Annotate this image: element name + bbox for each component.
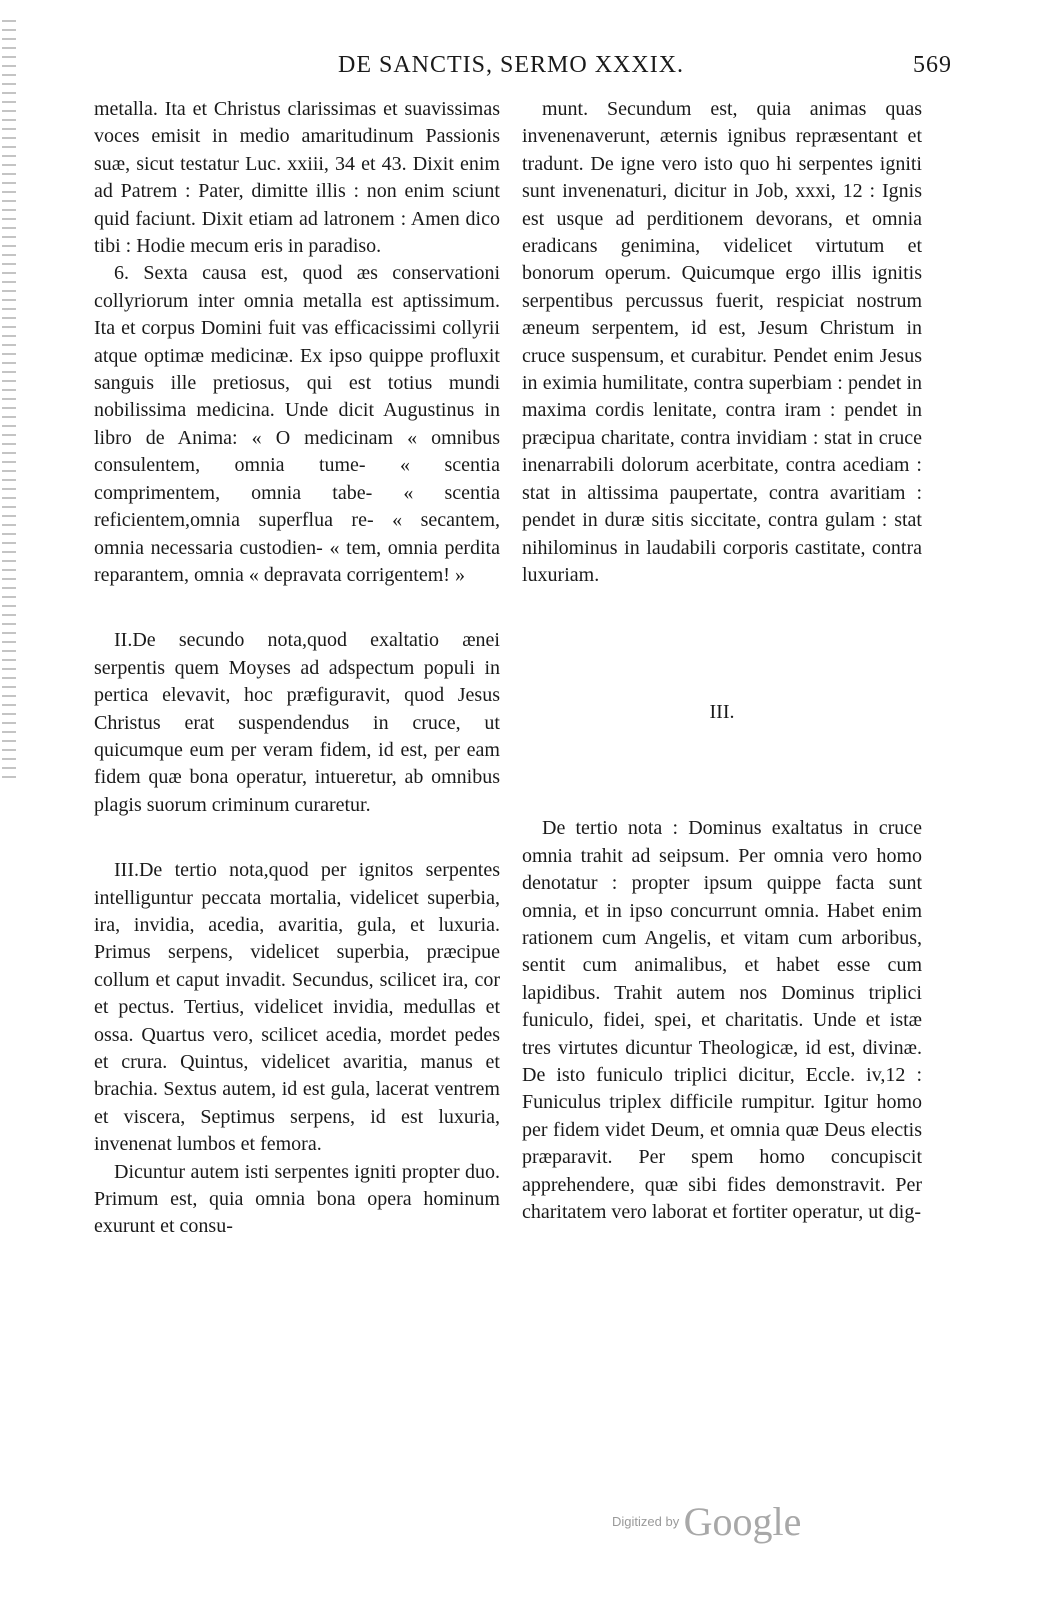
paragraph: De tertio nota : Dominus exaltatus in cruce omnia trahit ad seipsum. Per omnia vero homo denotatur : propter ipsum quippe facta sunt omnia, et in ipso concurrunt omnia. Habet enim rationem cum Angelis, et vitam cum arboribus, sentit cum animalibus, et habet esse cum lapidibus. Trahit autem nos Dominus triplici funiculo, fidei, spei, et charitatis. Unde et istæ tres virtutes dicuntur Theologicæ, id est, divinæ. De isto funiculo triplici dicitur, Eccle. iv,12 : Funiculus triplex difficile rumpitur. Igitur homo per fidem videt Deum, et omnia quæ Deus electis præparavit. Per spem homo concupiscit apprehendere, quæ sibi fides demonstravit. Per charitatem vero laborat et fortiter operatur, ut dig- [522, 817, 922, 1223]
right-column [522, 96, 922, 1226]
paragraph: Dicuntur autem isti serpentes igniti propter duo. Primum est, quia omnia bona opera hominum exurunt et consu- [94, 1160, 500, 1238]
section-heading: III. [709, 701, 735, 724]
margin-scan-marks [2, 20, 16, 780]
paragraph: II.De secundo nota,quod exaltatio ænei serpentis quem Moyses ad adspectum populi in pertica elevavit, hoc præfiguravit, quod Jesus Christus erat suspendendus in cruce, ut quicumque eum per veram fidem, id est, per eam fidem quæ bona operatur, intueretur, ab omnibus plagis suorum criminum curaretur. [94, 629, 500, 816]
page-number: 569 [913, 52, 952, 78]
google-logo: Google [683, 1499, 802, 1544]
paragraph: munt. Secundum est, quia animas quas invenenaverunt, æternis ignibus repræsentant et tradunt. De igne vero isto quo hi serpentes igniti sunt invenenaturi, dicitur in Job, xxxi, 12 : Ignis est usque ad perditionem devorans, et omnia eradicans genimina, videlicet virtutum et bonorum operum. Quicumque ergo illis ignitis serpentibus percussus fuerit, respiciat nostrum æneum serpentem, id est, Jesum Christum in cruce suspensum, et curabitur. Pendet enim Jesus in eximia humilitate, contra superbiam : pendet in maxima cordis lenitate, contra iram : pendet in præcipua charitate, contra invidiam : stat in cruce inenarrabili dolorum acerbitate, contra acediam : stat in altissima paupertate, contra avaritiam : pendet in duræ sitis siccitate, contra gulam : stat nihilominus in laudabili corporis castitate, contra luxuriam. [522, 98, 922, 586]
digitized-label: Digitized by [612, 1514, 680, 1529]
page-header [92, 52, 952, 92]
running-title: DE SANCTIS, SERMO XXXIX. [338, 52, 685, 78]
left-column [94, 96, 500, 1241]
digitized-watermark [612, 1498, 801, 1545]
paragraph: metalla. Ita et Christus clarissimas et suavissimas voces emisit in medio amaritudinum Passionis suæ, sicut testatur Luc. xxiii, 34 et 43. Dixit enim ad Patrem : Pater, dimitte illis : non enim sciunt quid faciunt. Dixit etiam ad latronem : Amen dico tibi : Hodie mecum eris in paradiso. [94, 98, 500, 258]
paragraph: III.De tertio nota,quod per ignitos serpentes intelliguntur peccata mortalia, videlicet superbia, ira, invidia, acedia, avaritia, gula, et luxuria. Primus serpens, videlicet superbia, præcipue collum et caput invadit. Secundus, scilicet ira, cor et pectus. Tertius, videlicet invidia, medullas et ossa. Quartus vero, scilicet acedia, mordet pedes et crura. Quintus, videlicet avaritia, manus et brachia. Sextus autem, id est gula, lacerat ventrem et viscera, Septimus serpens, id est luxuria, invenenat lumbos et femora. [94, 859, 500, 1156]
paragraph: 6. Sexta causa est, quod æs conservationi collyriorum inter omnia metalla est aptissimum. Ita et corpus Domini fuit vas efficacissimi collyrii atque optimæ medicinæ. Ex ipso quippe profluxit sanguis ille pretiosus, qui est totius mundi nobilissima medicina. Unde dicit Augustinus in libro de Anima: « O medicinam « omnibus consulentem, omnia tume- « scentia comprimentem, omnia tabe- « scentia reficientem,omnia superflua re- « secantem, omnia necessaria custodien- « tem, omnia perdita reparantem, omnia « depravata corrigentem! » [94, 262, 500, 586]
